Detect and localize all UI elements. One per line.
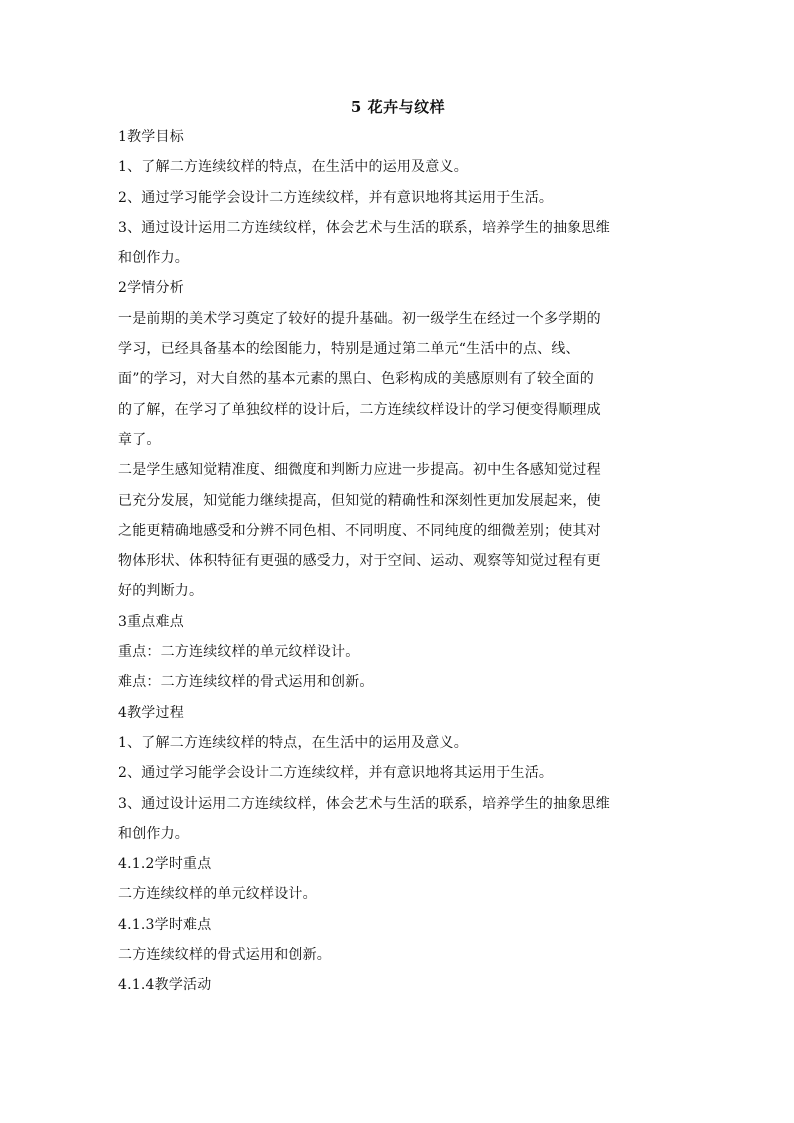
- subsection-heading: 4.1.3学时难点: [118, 916, 212, 933]
- section-heading: 4教学过程: [118, 704, 184, 721]
- text-line: 一是前期的美术学习奠定了较好的提升基础。初一级学生在经过一个多学期的: [118, 310, 601, 327]
- text-line: 2、通过学习能学会设计二方连续纹样，并有意识地将其运用于生活。: [118, 765, 554, 782]
- document-title: 5 花卉与纹样: [350, 98, 446, 116]
- text-line: 二方连续纹样的单元纹样设计。: [118, 886, 317, 903]
- text-line: 1、了解二方连续纹样的特点，在生活中的运用及意义。: [118, 734, 468, 751]
- text-line: 和创作力。: [118, 825, 189, 842]
- text-line: 二方连续纹样的骨式运用和创新。: [118, 947, 331, 964]
- section-heading: 1教学目标: [118, 129, 184, 145]
- subsection-heading: 4.1.2学时重点: [118, 856, 212, 873]
- text-line: 和创作力。: [118, 250, 189, 267]
- text-line: 3、通过设计运用二方连续纹样，体会艺术与生活的联系，培养学生的抽象思维: [118, 219, 610, 236]
- text-line: 的了解，在学习了单独纹样的设计后，二方连续纹样设计的学习便变得顺理成: [118, 401, 601, 418]
- text-line: 难点：二方连续纹样的骨式运用和创新。: [118, 674, 374, 691]
- text-line: 3、通过设计运用二方连续纹样，体会艺术与生活的联系，培养学生的抽象思维: [118, 795, 610, 812]
- text-line: 二是学生感知觉精准度、细微度和判断力应进一步提高。初中生各感知觉过程: [118, 462, 601, 479]
- subsection-heading: 4.1.4教学活动: [118, 977, 212, 994]
- section-heading: 2学情分析: [118, 280, 184, 297]
- text-line: 之能更精确地感受和分辨不同色相、不同明度、不同纯度的细微差别；使其对: [118, 522, 601, 539]
- text-line: 2、通过学习能学会设计二方连续纹样，并有意识地将其运用于生活。: [118, 189, 554, 206]
- text-line: 已充分发展，知觉能力继续提高，但知觉的精确性和深刻性更加发展起来，使: [118, 492, 601, 509]
- text-line: 1、了解二方连续纹样的特点，在生活中的运用及意义。: [118, 159, 468, 176]
- text-line: 物体形状、体积特征有更强的感受力，对于空间、运动、观察等知觉过程有更: [118, 553, 601, 570]
- text-line: 学习，已经具备基本的绘图能力，特别是通过第二单元“生活中的点、线、: [118, 341, 580, 358]
- document-body: [118, 122, 678, 1001]
- text-line: 好的判断力。: [118, 583, 204, 600]
- text-line: 重点：二方连续纹样的单元纹样设计。: [118, 644, 360, 661]
- text-line: 面”的学习，对大自然的基本元素的黑白、色彩构成的美感原则有了较全面的: [118, 371, 594, 388]
- document-page: [118, 92, 678, 1001]
- section-heading: 3重点难点: [118, 613, 184, 630]
- text-line: 章了。: [118, 431, 161, 448]
